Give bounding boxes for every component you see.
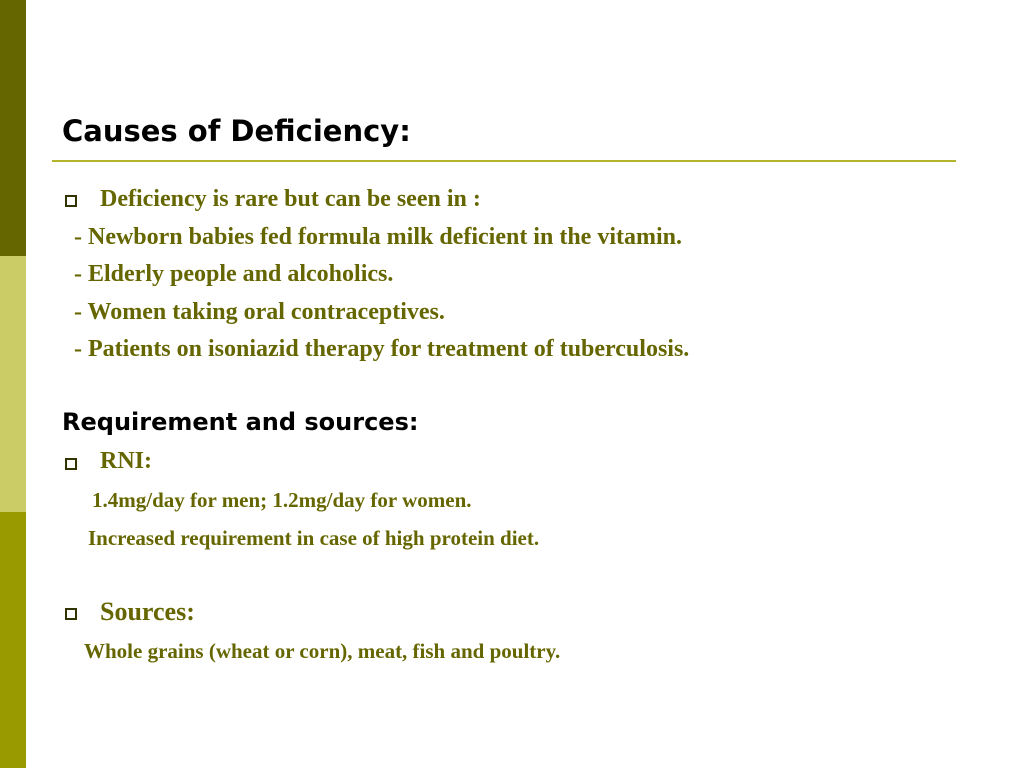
deficiency-item: - Patients on isoniazid therapy for treatment of tuberculosis.	[74, 336, 690, 362]
title-underline-rule	[52, 160, 956, 162]
deficiency-item: - Elderly people and alcoholics.	[74, 261, 394, 287]
sidebar-band-dark	[0, 0, 26, 256]
sidebar-band-olive	[0, 512, 26, 768]
sources-label: Sources:	[100, 597, 195, 626]
deficiency-item: - Newborn babies fed formula milk deficient in the vitamin.	[74, 224, 682, 250]
rni-line: Increased requirement in case of high protein diet.	[88, 526, 540, 550]
rni-line: 1.4mg/day for men; 1.2mg/day for women.	[92, 488, 472, 512]
deficiency-intro: Deficiency is rare but can be seen in :	[100, 186, 481, 212]
square-bullet-icon	[65, 195, 77, 207]
deficiency-item: - Women taking oral contraceptives.	[74, 299, 445, 325]
square-bullet-icon	[65, 608, 77, 620]
slide-title: Causes of Deficiency:	[62, 114, 411, 148]
rni-label: RNI:	[100, 448, 152, 474]
sources-text: Whole grains (wheat or corn), meat, fish and poultry.	[84, 639, 561, 663]
square-bullet-icon	[65, 458, 77, 470]
sidebar-band-light	[0, 256, 26, 512]
requirement-heading: Requirement and sources:	[62, 408, 419, 436]
